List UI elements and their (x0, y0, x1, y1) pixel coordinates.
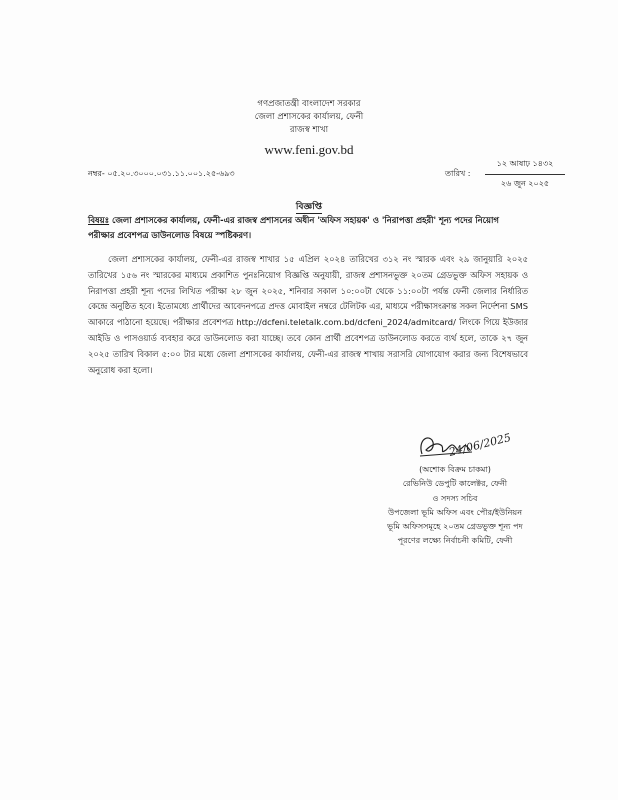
subject (88, 213, 528, 243)
notice-body: জেলা প্রশাসকের কার্যালয়, ফেনী-এর রাজস্ব শাখার ১৫ এপ্রিল ২০২৪ তারিখের ৩১২ নং স্মারক এবং ২৯ জানুয়ারি ২০২৫ তারিখের ১৫৬ নং স্মারকের মাধ্যমে প্রকাশিত পুনঃনিয়োগ বিজ্ঞপ্তি অনুযায়ী, রাজস্ব প্রশাসনভুক্ত ২০তম গ্রেডভুক্ত অফিস সহায়ক ও নিরাপত্তা প্রহরী শূন্য পদের লিখিত পরীক্ষা ২৮ জুন ২০২৫, শনিবার সকাল ১০:০০টা থেকে ১১:০০টা পর্যন্ত ফেনী জেলার নির্ধারিত কেন্দ্রে অনুষ্ঠিত হবে। ইতোমধ্যে প্রার্থীদের আবেদনপত্রে প্রদত্ত মোবাইল নম্বরে টেলিটক এর, মাধ্যমে পরীক্ষাসংক্রান্ত সকল নির্দেশনা SMS আকারে পাঠানো হয়েছে। পরীক্ষার প্রবেশপত্র http://dcfeni.teletalk.com.bd/dcfeni_2024/admitcard/ লিংকে গিয়ে ইউজার আইডি ও পাসওয়ার্ড ব্যবহার করে ডাউনলোড করা যাচ্ছে। তবে কোন প্রার্থী প্রবেশপত্র ডাউনলোড করতে ব্যর্থ হলে, তাকে ২৭ জুন ২০২৫ তারিখ বিকাল ৫:০০ টার মধ্যে জেলা প্রশাসকের কার্যালয়, ফেনী-এর রাজস্ব শাখায় সরাসরি যোগাযোগ করার জন্য বিশেষভাবে অনুরোধ করা হলো। (88, 254, 528, 375)
notice-title-text: বিজ্ঞপ্তি (295, 202, 323, 212)
government-name: গণপ্রজাতন্ত্রী বাংলাদেশ সরকার (257, 99, 361, 109)
website-url: www.feni.gov.bd (264, 142, 354, 157)
signer-designation: রেভিনিউ ডেপুটি কালেক্টর, ফেনী (402, 478, 508, 489)
signer-name: (অশোক বিক্রম চাকমা) (419, 464, 491, 474)
signer-block (340, 462, 570, 548)
committee-line-2: ভূমি অফিসসমূহে ২০তম গ্রেডভুক্ত শূন্য পদ (387, 521, 523, 532)
notice-title (0, 199, 618, 214)
date-values (485, 158, 565, 191)
subject-text: জেলা প্রশাসকের কার্যালয়, ফেনী-এর রাজস্ব প্রশাসনের অধীন 'অফিস সহায়ক' ও 'নিরাপত্তা প্রহরী' শূন্য পদের নিয়োগ পরীক্ষার প্রবেশপত্র ডাউনলোড বিষয়ে স্পষ্টিকরণ। (88, 215, 499, 240)
committee-line-1: উপজেলা ভূমি অফিস এবং পৌর/ইউনিয়ন (387, 506, 523, 517)
committee-line-3: পূরণের লক্ষ্যে নির্বাচনী কমিটি, ফেনী (397, 535, 513, 546)
memo-number: নম্বর- ০৫.২০.৩০০০.০৩১.১১.০০১.২৫-৬৯৩ (88, 169, 235, 178)
subject-label: বিষয়ঃ (88, 215, 110, 225)
office-name: জেলা প্রশাসকের কার্যালয়, ফেনী (254, 112, 364, 122)
date-english: ২৬ জুন ২০২৫ (500, 179, 550, 188)
date-bangla: ১২ আষাঢ় ১৪৩২ (485, 158, 565, 175)
signature-date: 24/06/2025 (447, 430, 513, 459)
letterhead (0, 98, 618, 137)
signer-role: ও সদস্য সচিব (432, 492, 478, 503)
date-label: তারিখ : (445, 169, 471, 178)
branch-name: রাজস্ব শাখা (289, 125, 329, 135)
